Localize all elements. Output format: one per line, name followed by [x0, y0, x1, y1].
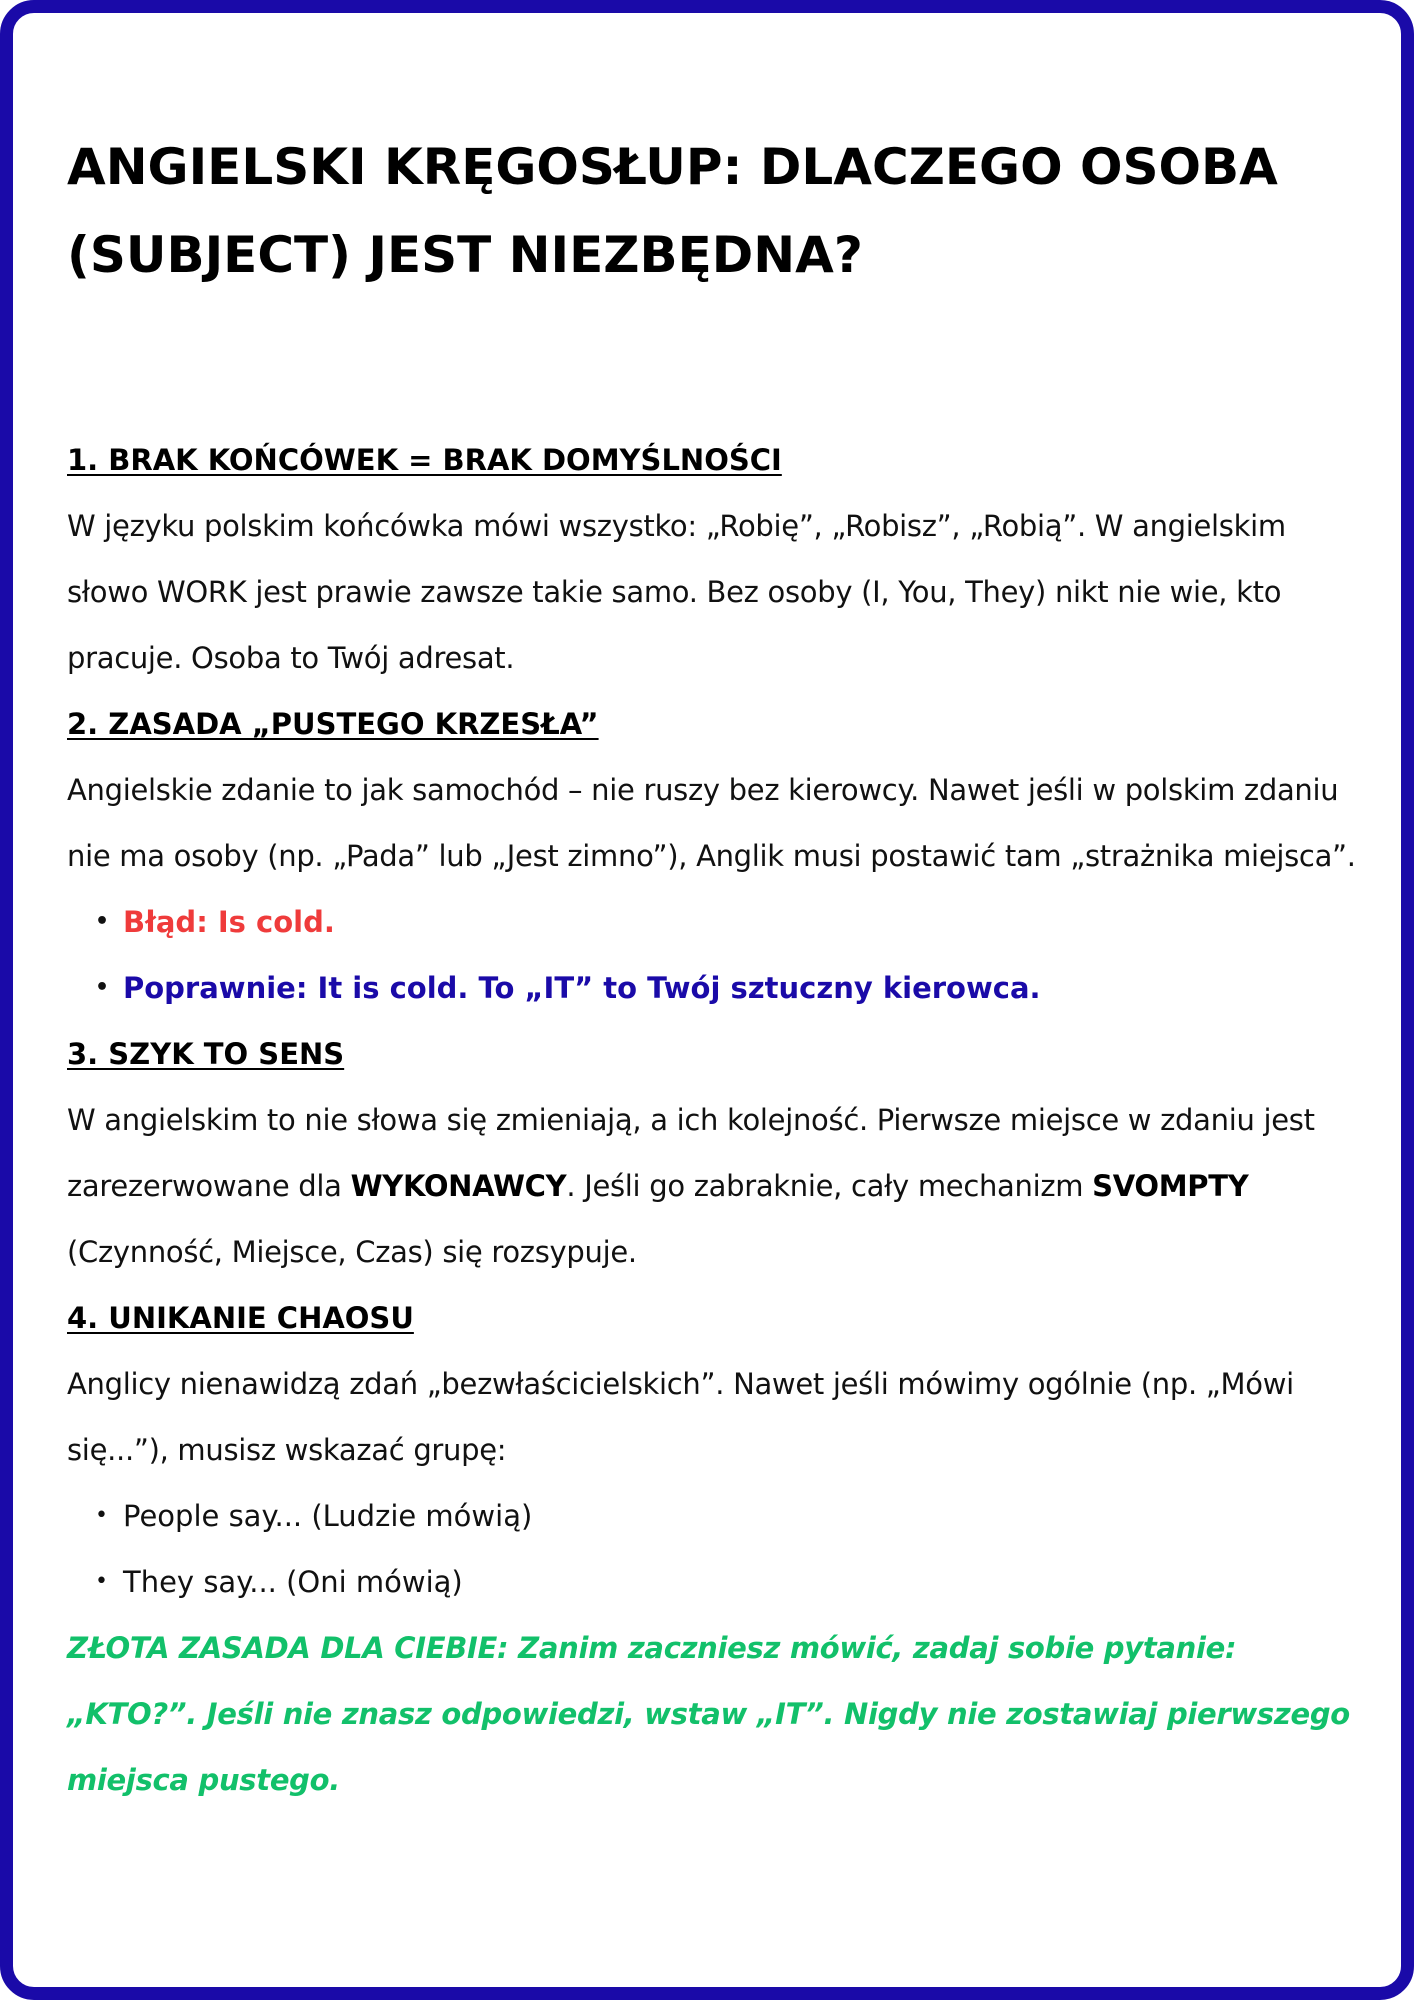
- section-4: [67, 1285, 1367, 1615]
- section-heading: 1. BRAK KOŃCÓWEK = BRAK DOMYŚLNOŚCI: [67, 443, 782, 477]
- bold-term-wykonawcy: WYKONAWCY: [350, 1169, 567, 1203]
- error-example: • Błąd: Is cold.: [123, 889, 1367, 955]
- list-item: • People say... (Ludzie mówią): [123, 1483, 1367, 1549]
- section-text: Angielskie zdanie to jak samochód – nie ruszy bez kierowcy. Nawet jeśli w polskim zdaniu nie ma osoby (np. „Pada” lub „Jest zimno”), Anglik musi postawić tam „strażnika miejsca”.: [67, 773, 1356, 873]
- example-list: [67, 889, 1367, 1021]
- section-text: [67, 1087, 1367, 1285]
- section-1: [67, 427, 1367, 691]
- section-heading: 2. ZASADA „PUSTEGO KRZESŁA”: [67, 707, 599, 741]
- text-part: W angielskim to nie słowa się zmieniają, a ich kolejność. Pierwsze miejsce w zdaniu jest zarezerwowane dla: [67, 1103, 1315, 1203]
- section-2: [67, 691, 1367, 1021]
- section-text: W języku polskim końcówka mówi wszystko: „Robię”, „Robisz”, „Robią”. W angielskim słowo WORK jest prawie zawsze takie samo. Bez osoby (I, You, They) nikt nie wie, kto pracuje. Osoba to Twój adresat.: [67, 509, 1286, 675]
- section-3: [67, 1021, 1367, 1285]
- page-title: ANGIELSKI KRĘGOSŁUP: DLACZEGO OSOBA (SUBJECT) JEST NIEZBĘDNA?: [67, 138, 1278, 284]
- example-list: [67, 1483, 1367, 1615]
- bold-term-svompty: SVOMPTY: [1092, 1169, 1249, 1203]
- section-heading: 4. UNIKANIE CHAOSU: [67, 1301, 414, 1335]
- text-part: (Czynność, Miejsce, Czas) się rozsypuje.: [67, 1235, 637, 1269]
- sections: [67, 427, 1367, 1813]
- document-content: [67, 123, 1367, 1813]
- golden-rule: ZŁOTA ZASADA DLA CIEBIE: Zanim zaczniesz mówić, zadaj sobie pytanie: „KTO?”. Jeśli nie znasz odpowiedzi, wstaw „IT”. Nigdy nie zostawiaj pierwszego miejsca pustego.: [67, 1631, 1350, 1797]
- list-item: • They say... (Oni mówią): [123, 1549, 1367, 1615]
- text-part: . Jeśli go zabraknie, cały mechanizm: [566, 1169, 1093, 1203]
- section-heading: 3. SZYK TO SENS: [67, 1037, 345, 1071]
- correct-example: • Poprawnie: It is cold. To „IT” to Twój sztuczny kierowca.: [123, 955, 1367, 1021]
- section-text: Anglicy nienawidzą zdań „bezwłaścicielskich”. Nawet jeśli mówimy ogólnie (np. „Mówi się...”), musisz wskazać grupę:: [67, 1367, 1294, 1467]
